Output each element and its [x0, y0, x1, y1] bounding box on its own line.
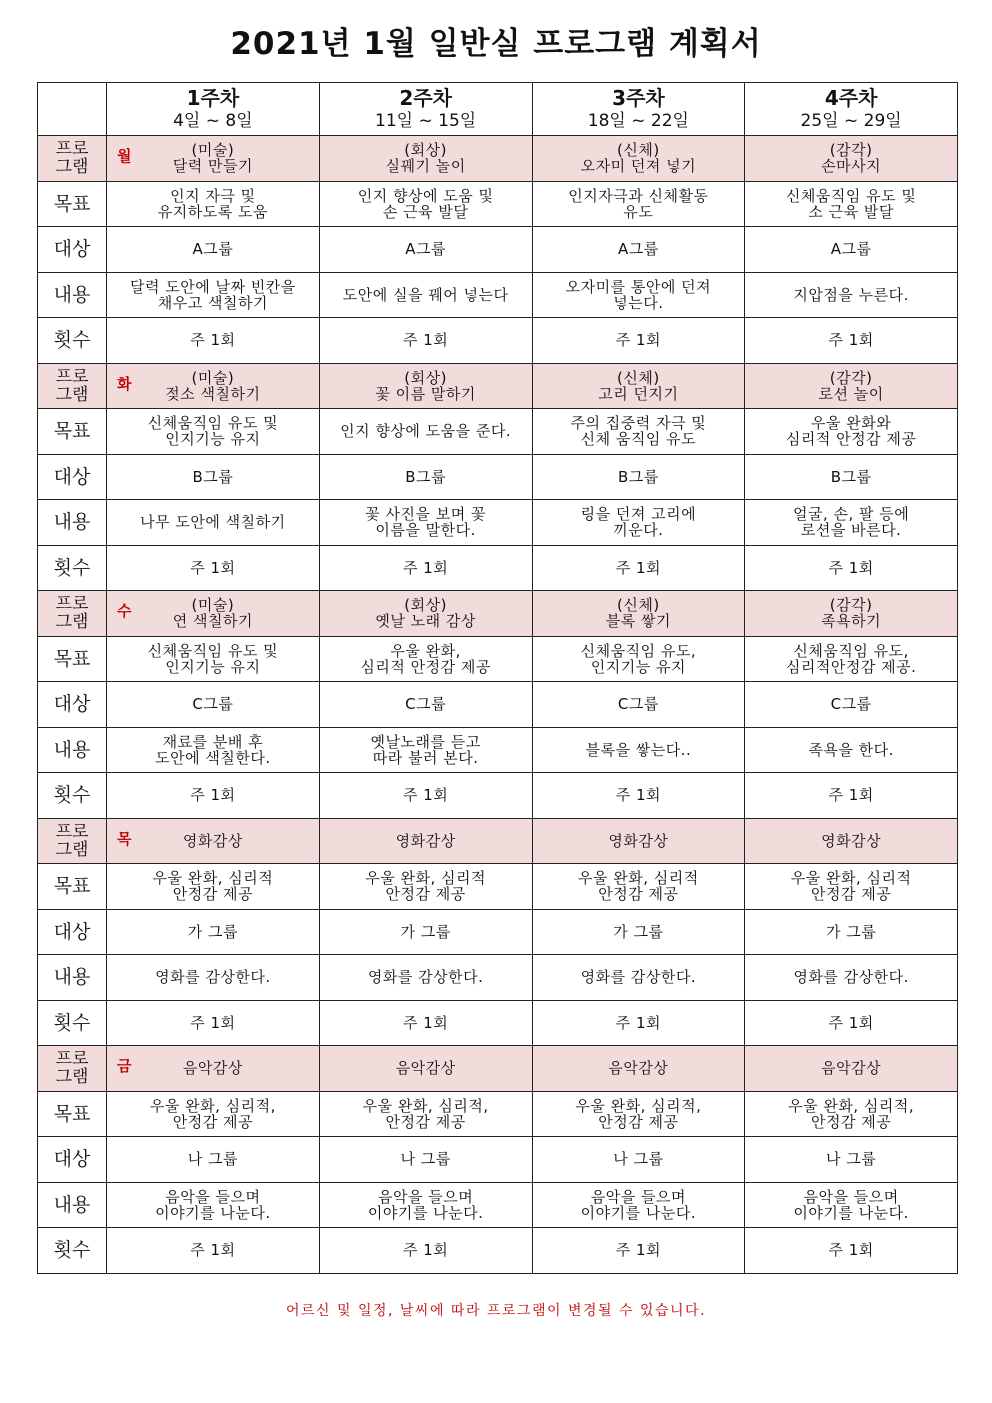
count-text: 주 1회 [615, 331, 662, 350]
content-text: 얼굴, 손, 팔 등에 로션을 바른다. [792, 505, 910, 540]
count-text: 주 1회 [190, 331, 236, 350]
goal-cell [319, 181, 532, 227]
target-cell [532, 227, 745, 273]
target-cell [319, 909, 532, 955]
count-cell [107, 1000, 320, 1046]
count-cell [532, 1228, 745, 1274]
count-text: 주 1회 [615, 1241, 662, 1260]
row-count [38, 773, 958, 819]
goal-cell [107, 409, 320, 455]
target-text: C그룹 [617, 695, 659, 714]
count-cell [532, 1000, 745, 1046]
goal-text: 우울 완화, 심리적, 안정감 제공 [362, 1096, 489, 1131]
target-text: B그룹 [617, 467, 659, 486]
program-text: (신체) 블록 쌓기 [605, 596, 671, 631]
target-cell [745, 682, 958, 728]
row-label-target: 대상 [38, 1137, 107, 1183]
row-label-goal: 목표 [38, 864, 107, 910]
goal-text: 우울 완화, 심리적, 안정감 제공 [149, 1096, 276, 1131]
row-label-content: 내용 [38, 1182, 107, 1228]
count-text: 주 1회 [402, 1013, 449, 1032]
target-text: B그룹 [405, 467, 447, 486]
goal-text: 우울 완화, 심리적, 안정감 제공 [575, 1096, 702, 1131]
count-cell [532, 545, 745, 591]
day-marker: 월 [117, 147, 132, 165]
content-text: 도안에 실을 꿰어 넣는다 [342, 285, 509, 304]
content-cell [532, 1182, 745, 1228]
content-cell [319, 500, 532, 546]
goal-text: 인지 향상에 도움을 준다. [340, 422, 512, 441]
count-cell [107, 1228, 320, 1274]
content-cell [745, 272, 958, 318]
row-label-count: 횟수 [38, 545, 107, 591]
week-header-3 [532, 83, 745, 136]
count-cell [107, 545, 320, 591]
program-cell [107, 136, 320, 182]
row-label-count: 횟수 [38, 318, 107, 364]
row-content [38, 955, 958, 1001]
goal-text: 인지 향상에 도움 및 손 근육 발달 [357, 186, 494, 221]
content-cell [319, 1182, 532, 1228]
count-text: 주 1회 [615, 558, 662, 577]
content-text: 옛날노래를 듣고 따라 불러 본다. [370, 732, 481, 767]
week-range: 25일 ~ 29일 [800, 111, 902, 131]
content-cell [107, 727, 320, 773]
content-cell [745, 1182, 958, 1228]
day-marker: 금 [117, 1057, 132, 1075]
day-marker: 목 [117, 829, 132, 848]
target-text: 가 그룹 [826, 922, 877, 941]
goal-text: 신체움직임 유도 및 인지기능 유지 [147, 641, 279, 676]
content-cell [107, 500, 320, 546]
program-cell [745, 591, 958, 637]
goal-text: 주의 집중력 자극 및 신체 움직임 유도 [570, 414, 707, 449]
count-cell [319, 545, 532, 591]
target-text: A그룹 [618, 240, 659, 259]
program-cell [107, 818, 320, 864]
count-text: 주 1회 [190, 1013, 236, 1032]
goal-text: 신체움직임 유도 및 소 근육 발달 [785, 186, 917, 221]
row-content [38, 500, 958, 546]
target-cell [745, 909, 958, 955]
row-label-program: 프로 그램 [38, 818, 107, 864]
program-cell [107, 1046, 320, 1092]
count-cell [319, 318, 532, 364]
program-cell [319, 818, 532, 864]
goal-text: 우울 완화, 심리적, 안정감 제공 [788, 1096, 915, 1131]
target-text: A그룹 [405, 240, 446, 259]
row-content [38, 727, 958, 773]
count-text: 주 1회 [402, 1241, 449, 1260]
goal-text: 우울 완화, 심리적 안정감 제공 [360, 641, 491, 676]
row-label-content: 내용 [38, 272, 107, 318]
row-label-target: 대상 [38, 909, 107, 955]
count-cell [745, 318, 958, 364]
row-goal [38, 181, 958, 227]
count-text: 주 1회 [615, 786, 662, 805]
row-label-content: 내용 [38, 955, 107, 1001]
count-text: 주 1회 [190, 1241, 236, 1260]
count-text: 주 1회 [828, 1241, 874, 1260]
count-text: 주 1회 [828, 331, 874, 350]
program-cell [319, 136, 532, 182]
program-text: (신체) 고리 던지기 [598, 368, 679, 403]
goal-cell [532, 409, 745, 455]
target-cell [319, 454, 532, 500]
row-content [38, 272, 958, 318]
content-text: 족욕을 한다. [808, 740, 894, 759]
program-text: 음악감상 [821, 1059, 882, 1078]
target-text: B그룹 [830, 467, 872, 486]
content-text: 영화를 감상한다. [580, 968, 697, 987]
goal-cell [532, 864, 745, 910]
program-cell [532, 363, 745, 409]
row-program [38, 363, 958, 409]
target-cell [745, 1137, 958, 1183]
row-goal [38, 1091, 958, 1137]
program-text: (회상) 실꿰기 놀이 [385, 141, 466, 176]
count-text: 주 1회 [402, 558, 449, 577]
goal-cell [319, 409, 532, 455]
target-text: 나 그룹 [826, 1150, 877, 1169]
row-label-program: 프로 그램 [38, 1046, 107, 1092]
content-cell [532, 955, 745, 1001]
target-cell [532, 909, 745, 955]
count-cell [532, 773, 745, 819]
program-cell [319, 1046, 532, 1092]
goal-text: 우울 완화와 심리적 안정감 제공 [785, 414, 917, 449]
row-program [38, 818, 958, 864]
target-cell [319, 1137, 532, 1183]
week-header-2 [319, 83, 532, 136]
row-goal [38, 864, 958, 910]
content-cell [532, 727, 745, 773]
goal-cell [745, 636, 958, 682]
row-label-target: 대상 [38, 227, 107, 273]
count-text: 주 1회 [402, 331, 449, 350]
week-range: 18일 ~ 22일 [587, 111, 689, 131]
program-text: (미술) 달력 만들기 [172, 141, 253, 176]
count-cell [319, 773, 532, 819]
count-text: 주 1회 [828, 558, 874, 577]
program-text: 영화감상 [182, 831, 243, 850]
goal-cell [107, 636, 320, 682]
day-marker: 수 [117, 602, 132, 620]
header-row [38, 83, 958, 136]
program-cell [745, 818, 958, 864]
row-label-program: 프로 그램 [38, 136, 107, 182]
goal-cell [745, 1091, 958, 1137]
week-range: 4일 ~ 8일 [173, 111, 253, 131]
program-cell [532, 136, 745, 182]
target-cell [532, 682, 745, 728]
program-cell [745, 136, 958, 182]
content-cell [107, 272, 320, 318]
goal-cell [319, 864, 532, 910]
content-text: 영화를 감상한다. [155, 968, 271, 987]
row-content [38, 1182, 958, 1228]
program-cell [319, 591, 532, 637]
program-text: (회상) 옛날 노래 감상 [375, 596, 476, 631]
program-cell [319, 363, 532, 409]
content-text: 음악을 들으며 이야기를 나눈다. [793, 1187, 909, 1222]
row-target [38, 682, 958, 728]
page-title: 2021년 1월 일반실 프로그램 계획서 [230, 26, 762, 62]
target-cell [107, 682, 320, 728]
target-text: C그룹 [192, 695, 234, 714]
count-cell [745, 1000, 958, 1046]
content-cell [532, 500, 745, 546]
row-label-target: 대상 [38, 454, 107, 500]
content-text: 지압점을 누른다. [793, 285, 909, 304]
goal-cell [532, 1091, 745, 1137]
count-cell [745, 545, 958, 591]
week-label: 2주차 [399, 86, 452, 110]
count-cell [107, 318, 320, 364]
target-text: B그룹 [192, 467, 234, 486]
goal-text: 우울 완화, 심리적 안정감 제공 [578, 869, 699, 904]
week-header-1 [107, 83, 320, 136]
content-cell [532, 272, 745, 318]
program-text: (감각) 손마사지 [821, 141, 882, 176]
count-cell [319, 1000, 532, 1046]
count-text: 주 1회 [615, 1013, 662, 1032]
target-cell [532, 454, 745, 500]
row-label-content: 내용 [38, 500, 107, 546]
row-count [38, 318, 958, 364]
program-plan-table [37, 82, 958, 1274]
program-cell [532, 1046, 745, 1092]
week-label: 4주차 [824, 86, 878, 110]
target-text: 가 그룹 [400, 922, 451, 941]
program-cell [745, 363, 958, 409]
change-notice: 어르신 및 일정, 날씨에 따라 프로그램이 변경될 수 있습니다. [285, 1303, 707, 1319]
target-text: 나 그룹 [613, 1150, 664, 1169]
row-count [38, 545, 958, 591]
content-text: 영화를 감상한다. [367, 968, 484, 987]
program-cell [532, 591, 745, 637]
row-target [38, 909, 958, 955]
count-cell [745, 773, 958, 819]
row-goal [38, 409, 958, 455]
target-cell [745, 454, 958, 500]
count-cell [532, 318, 745, 364]
row-label-count: 횟수 [38, 1000, 107, 1046]
target-cell [107, 1137, 320, 1183]
program-cell [745, 1046, 958, 1092]
count-text: 주 1회 [402, 786, 449, 805]
program-text: (회상) 꽃 이름 말하기 [375, 368, 476, 403]
target-cell [107, 454, 320, 500]
goal-cell [532, 181, 745, 227]
content-text: 음악을 들으며 이야기를 나눈다. [367, 1187, 484, 1222]
day-marker: 화 [117, 374, 132, 393]
row-label-content: 내용 [38, 727, 107, 773]
row-goal [38, 636, 958, 682]
count-cell [745, 1228, 958, 1274]
count-text: 주 1회 [828, 786, 874, 805]
content-text: 나무 도안에 색칠하기 [140, 513, 286, 532]
goal-text: 우울 완화, 심리적 안정감 제공 [152, 869, 274, 904]
count-text: 주 1회 [190, 786, 236, 805]
program-text: 음악감상 [395, 1059, 456, 1078]
program-text: (감각) 로션 놀이 [818, 368, 884, 403]
row-target [38, 227, 958, 273]
target-text: 나 그룹 [187, 1150, 238, 1169]
target-cell [107, 227, 320, 273]
goal-cell [745, 181, 958, 227]
content-text: 음악을 들으며 이야기를 나눈다. [580, 1187, 697, 1222]
target-text: A그룹 [192, 240, 234, 259]
content-text: 음악을 들으며 이야기를 나눈다. [155, 1187, 271, 1222]
row-label-target: 대상 [38, 682, 107, 728]
program-cell [532, 818, 745, 864]
corner-cell [38, 83, 107, 136]
target-text: 가 그룹 [187, 922, 238, 941]
row-count [38, 1000, 958, 1046]
target-cell [319, 682, 532, 728]
target-cell [532, 1137, 745, 1183]
row-target [38, 1137, 958, 1183]
target-text: 가 그룹 [613, 922, 664, 941]
row-program [38, 136, 958, 182]
row-count [38, 1228, 958, 1274]
row-label-goal: 목표 [38, 409, 107, 455]
program-text: (미술) 젖소 색칠하기 [165, 368, 261, 403]
program-text: 영화감상 [395, 831, 456, 850]
program-text: (미술) 연 색칠하기 [172, 596, 253, 631]
target-text: C그룹 [830, 695, 872, 714]
content-cell [319, 272, 532, 318]
content-text: 달력 도안에 날짜 빈칸을 채우고 색칠하기 [130, 277, 296, 312]
goal-cell [532, 636, 745, 682]
program-text: 영화감상 [608, 831, 669, 850]
row-label-program: 프로 그램 [38, 363, 107, 409]
program-cell [107, 363, 320, 409]
content-text: 오자미를 통안에 던져 넣는다. [565, 277, 712, 312]
goal-cell [107, 1091, 320, 1137]
target-text: 나 그룹 [400, 1150, 451, 1169]
target-cell [319, 227, 532, 273]
row-label-count: 횟수 [38, 773, 107, 819]
goal-cell [319, 636, 532, 682]
target-cell [745, 227, 958, 273]
content-text: 영화를 감상한다. [793, 968, 909, 987]
content-text: 재료를 분배 후 도안에 색칠한다. [155, 732, 271, 767]
goal-cell [107, 864, 320, 910]
target-text: C그룹 [405, 695, 447, 714]
goal-cell [745, 864, 958, 910]
goal-text: 우울 완화, 심리적 안정감 제공 [365, 869, 486, 904]
row-target [38, 454, 958, 500]
row-label-count: 횟수 [38, 1228, 107, 1274]
content-cell [745, 500, 958, 546]
week-header-4 [745, 83, 958, 136]
program-cell [107, 591, 320, 637]
row-label-program: 프로 그램 [38, 591, 107, 637]
content-cell [319, 955, 532, 1001]
goal-text: 인지 자극 및 유지하도록 도움 [157, 186, 268, 221]
content-cell [745, 727, 958, 773]
content-cell [745, 955, 958, 1001]
program-text: 영화감상 [821, 831, 882, 850]
week-label: 3주차 [612, 86, 665, 110]
content-text: 꽃 사진을 보며 꽃 이름을 말한다. [365, 505, 486, 540]
goal-text: 신체움직임 유도 및 인지기능 유지 [147, 414, 279, 449]
program-text: 음악감상 [182, 1059, 243, 1078]
count-text: 주 1회 [828, 1013, 874, 1032]
week-label: 1주차 [186, 86, 240, 110]
count-text: 주 1회 [190, 558, 236, 577]
goal-cell [745, 409, 958, 455]
week-range: 11일 ~ 15일 [375, 111, 477, 131]
goal-text: 신체움직임 유도, 심리적안정감 제공. [785, 641, 917, 676]
target-cell [107, 909, 320, 955]
program-text: (감각) 족욕하기 [821, 596, 882, 631]
content-text: 링을 던져 고리에 끼운다. [580, 505, 697, 540]
goal-cell [319, 1091, 532, 1137]
row-program [38, 591, 958, 637]
goal-cell [107, 181, 320, 227]
count-cell [319, 1228, 532, 1274]
content-cell [107, 1182, 320, 1228]
target-text: A그룹 [830, 240, 872, 259]
program-text: 음악감상 [608, 1059, 669, 1078]
content-cell [107, 955, 320, 1001]
count-cell [107, 773, 320, 819]
program-text: (신체) 오자미 던져 넣기 [580, 141, 697, 176]
row-label-goal: 목표 [38, 636, 107, 682]
goal-text: 신체움직임 유도, 인지기능 유지 [580, 641, 697, 676]
row-label-goal: 목표 [38, 1091, 107, 1137]
row-label-goal: 목표 [38, 181, 107, 227]
content-text: 블록을 쌓는다.. [585, 740, 692, 759]
goal-text: 인지자극과 신체활동 유도 [568, 186, 709, 221]
goal-text: 우울 완화, 심리적 안정감 제공 [790, 869, 912, 904]
row-program [38, 1046, 958, 1092]
content-cell [319, 727, 532, 773]
